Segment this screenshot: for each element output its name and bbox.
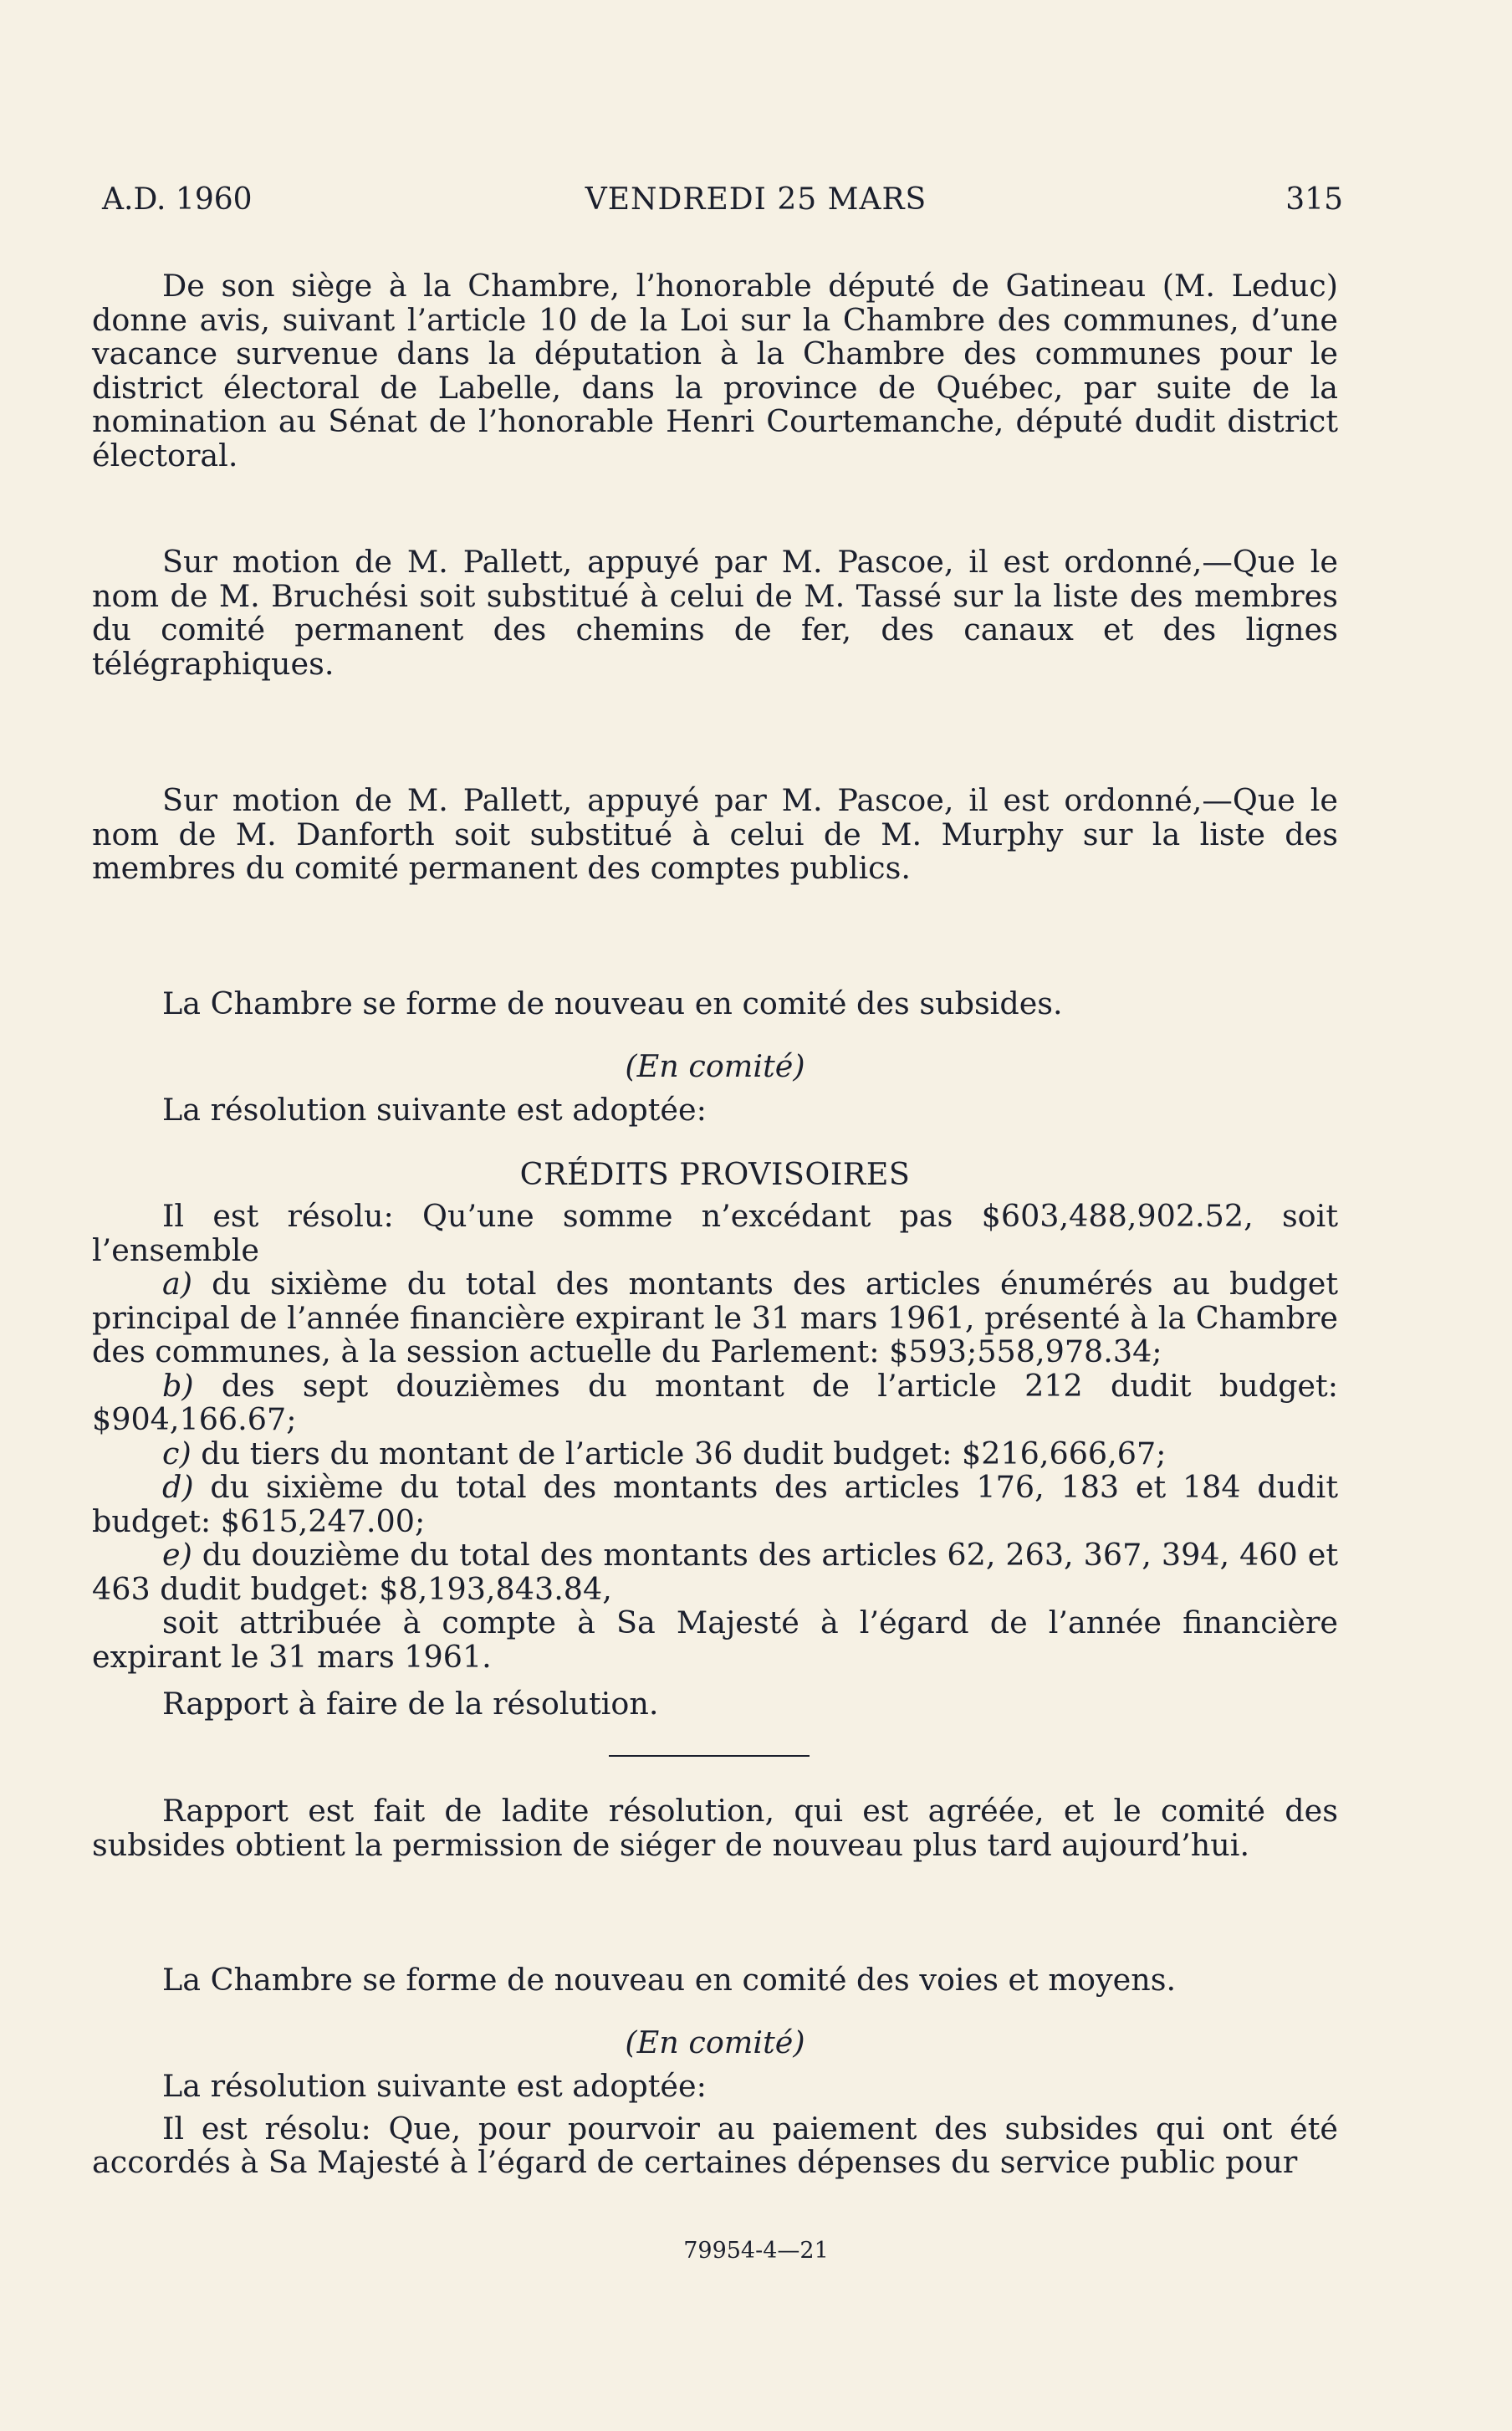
paragraph-supply-committee: La Chambre se forme de nouveau en comité des subsides. bbox=[162, 985, 1063, 1021]
paragraph-attributed: soit attribuée à compte à Sa Majesté à l’égard de l’année financière expirant le 31 mars 1961. bbox=[92, 1604, 1338, 1675]
item-e bbox=[92, 1538, 1338, 1606]
item-e-text: du douzième du total des montants des articles 62, 263, 367, 394, 460 et 463 dudit budget: $8,193,843.84, bbox=[92, 1537, 1338, 1607]
item-e-label: e) bbox=[162, 1537, 192, 1573]
section-motion-bruchesi bbox=[92, 545, 1338, 681]
item-a-text: du sixième du total des montants des articles énumérés au budget principal de l’année financière expirant le 31 mars 1961, présenté à la Chambre des communes, à la session actuelle du Parlement: $593;558,978.34; bbox=[92, 1266, 1338, 1369]
item-d-text: du sixième du total des montants des articles 176, 183 et 184 dudit budget: $615,247.00; bbox=[92, 1469, 1338, 1539]
item-b-label: b) bbox=[162, 1367, 194, 1404]
item-c-label: c) bbox=[162, 1435, 192, 1471]
section-ways-and-means bbox=[92, 1963, 1338, 2180]
item-c bbox=[92, 1437, 1338, 1471]
paragraph-vacancy: De son siège à la Chambre, l’honorable député de Gatineau (M. Leduc) donne avis, suivant l’article 10 de la Loi sur la Chambre des communes, d’une vacance survenue dans la députation à la Chambre des communes pour le district électoral de Labelle, dans la province de Québec, par suite de la nomination au Sénat de l’honorable Henri Courtemanche, député dudit district électoral. bbox=[92, 268, 1338, 473]
in-committee-label: (En comité) bbox=[625, 1047, 805, 1084]
section-vacancy-notice bbox=[92, 269, 1338, 473]
item-d bbox=[92, 1471, 1338, 1538]
item-c-text: du tiers du montant de l’article 36 dudit budget: $216,666,67; bbox=[191, 1435, 1167, 1471]
paragraph-ways-and-means: La Chambre se forme de nouveau en comité des voies et moyens. bbox=[162, 1962, 1177, 1998]
item-d-label: d) bbox=[162, 1469, 194, 1505]
item-b-text: des sept douzièmes du montant de l’article 212 dudit budget: $904,166.67; bbox=[92, 1367, 1338, 1437]
paragraph-motion-danforth: Sur motion de M. Pallett, appuyé par M. Pascoe, il est ordonné,—Que le nom de M. Danforth soit substitué à celui de M. Murphy sur la liste des membres du comité permanent des comptes publics. bbox=[92, 782, 1338, 886]
header-date: VENDREDI 25 MARS bbox=[585, 182, 927, 217]
paragraph-motion-bruchesi: Sur motion de M. Pallett, appuyé par M. Pascoe, il est ordonné,—Que le nom de M. Bruchési soit substitué à celui de M. Tassé sur la liste des membres du comité permanent des chemins de fer, des canaux et des lignes télégraphiques. bbox=[92, 544, 1338, 682]
paragraph-resolved-sum: Il est résolu: Qu’une somme n’excédant pas $603,488,902.52, soit l’ensemble bbox=[92, 1198, 1338, 1268]
heading-credits-provisoires: CRÉDITS PROVISOIRES bbox=[519, 1155, 911, 1192]
section-report bbox=[92, 1794, 1338, 1862]
page-footer-signature: 79954-4—21 bbox=[683, 2238, 829, 2264]
header-page-number: 315 bbox=[1285, 182, 1343, 217]
item-a-label: a) bbox=[162, 1266, 193, 1302]
section-divider bbox=[609, 1755, 810, 1757]
item-a bbox=[92, 1267, 1338, 1369]
section-supply-committee bbox=[92, 987, 1338, 1722]
paragraph-resolution-adopted: La résolution suivante est adoptée: bbox=[162, 1092, 707, 1128]
in-committee-label-2: (En comité) bbox=[625, 2024, 805, 2060]
item-b bbox=[92, 1369, 1338, 1437]
section-motion-danforth bbox=[92, 784, 1338, 886]
paragraph-resolution-adopted-2: La résolution suivante est adoptée: bbox=[162, 2068, 707, 2104]
paragraph-report-made: Rapport est fait de ladite résolution, qui est agréée, et le comité des subsides obtient la permission de siéger de nouveau plus tard aujourd’hui. bbox=[92, 1793, 1338, 1863]
header-year: A.D. 1960 bbox=[102, 182, 253, 217]
paragraph-resolved-payment: Il est résolu: Que, pour pourvoir au paiement des subsides qui ont été accordés à Sa Majesté à l’égard de certaines dépenses du service public pour bbox=[92, 2110, 1338, 2180]
paragraph-report-to-make: Rapport à faire de la résolution. bbox=[162, 1686, 659, 1722]
